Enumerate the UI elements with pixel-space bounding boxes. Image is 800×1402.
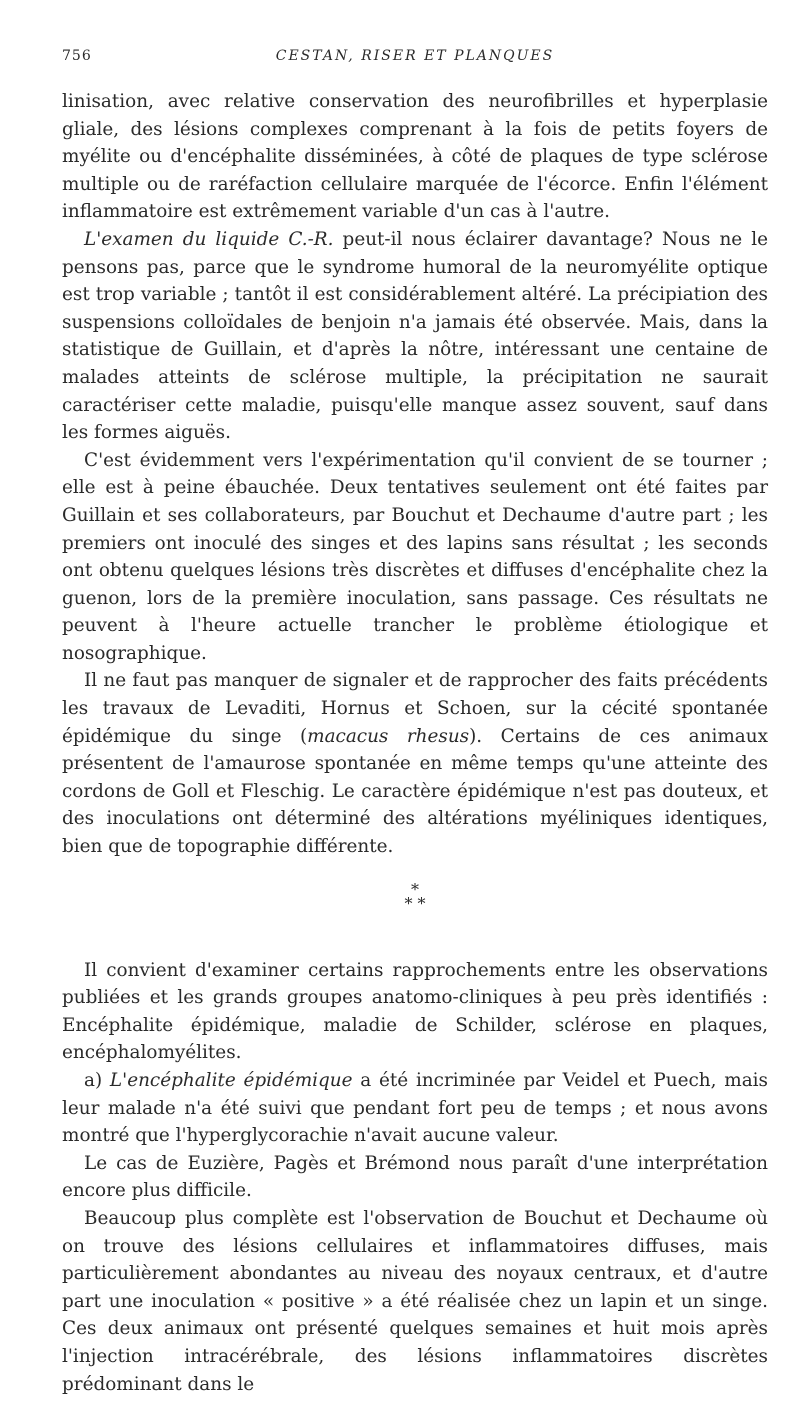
text-run: Il ne faut pas manquer de signaler et de rapprocher des faits précédents les travaux de Levaditi, Hornus et Schoen, sur la cécité spontanée épidémique du singe ( [62, 670, 768, 747]
paragraph [62, 88, 768, 226]
paragraph-group-bottom [62, 957, 768, 1399]
running-title: CESTAN, RISER ET PLANQUES [275, 48, 555, 64]
paragraph [62, 957, 768, 1067]
text-run: peut-il nous éclairer davantage? Nous ne le pensons pas, parce que le syndrome humoral de la neuromyélite optique est trop variable ; tantôt il est considérablement altéré. La précipiation des suspensions colloïdales de benjoin n'a jamais été observée. Mais, dans la statistique de Guillain, et d'après la nôtre, intéressant une centaine de malades atteints de sclérose multiple, la précipitation ne saurait caractériser cette maladie, puisqu'elle manque assez souvent, sauf dans les formes aiguës. [62, 228, 768, 444]
text-run: linisation, avec relative conservation des neurofibrilles et hyperplasie gliale, des lésions complexes comprenant à la fois de petits foyers de myélite ou d'encéphalite disséminées, à côté de plaques de type sclérose multiple ou de raréfaction cellulaire marquée de l'écorce. Enfin l'élément inflammatoire est extrêmement variable d'un cas à l'autre. [62, 91, 768, 223]
text-run: C'est évidemment vers l'expérimentation qu'il convient de se tourner ; elle est à peine ébauchée. Deux tentatives seulement ont été faites par Guillain et ses collaborateurs, par Bouchut et Dechaume d'autre part ; les premiers ont inoculé des singes et des lapins sans résultat ; les seconds ont obtenu quelques lésions très discrètes et diffuses d'encéphalite chez la guenon, lors de la première inoculation, sans passage. Ces résultats ne peuvent à l'heure actuelle trancher le problème étiologique et nosographique. [62, 449, 768, 664]
running-header [62, 48, 768, 72]
text-run: ). Certains de ces animaux présentent de l'amaurose spontanée en même temps qu'une atteinte des cordons de Goll et Fleschig. Le caractère épidémique n'est pas douteux, et des inoculations ont déterminé des altérations myéliniques identiques, bien que de topographie différente. [62, 725, 768, 858]
italic-text: L'encéphalite épidémique [109, 1070, 353, 1091]
text-run: Il convient d'examiner certains rapprochements entre les observations publiées et les grands groupes anatomo-cliniques à peu près identifiés : Encéphalite épidémique, maladie de Schilder, sclérose en plaques, encéphalomyélites. [62, 959, 768, 1064]
text-run: a) [84, 1070, 110, 1091]
paragraph [62, 1150, 768, 1205]
paragraph [62, 447, 768, 668]
paragraph-group-top [62, 88, 768, 861]
paragraph [62, 1205, 768, 1398]
asterism-bottom: * * [404, 893, 426, 913]
italic-text: macacus rhesus [307, 725, 470, 747]
page-number: 756 [62, 48, 92, 64]
paragraph [62, 226, 768, 447]
asterism-top: * [411, 879, 419, 899]
text-run: Beaucoup plus complète est l'observation de Bouchut et Dechaume où on trouve des lésions cellulaires et inflammatoires diffuses, mais particulièrement abondantes au niveau des noyaux centraux, et d'autre part une inoculation « positive » a été réalisée chez un lapin et un singe. Ces deux animaux ont présenté quelques semaines et huit mois après l'injection intracérébrale, des lésions inflammatoires discrètes prédominant dans le [62, 1207, 768, 1395]
text-run: Le cas de Euzière, Pagès et Brémond nous paraît d'une interprétation encore plus difficile. [62, 1152, 768, 1202]
paragraph [62, 1067, 768, 1150]
asterism [62, 879, 768, 913]
text-run: a été incriminée par Veidel et Puech, mais leur malade n'a été suivi que pendant fort peu de temps ; et nous avons montré que l'hyperglycorachie n'avait aucune valeur. [62, 1070, 768, 1147]
italic-text: L'examen du liquide C.-R. [84, 228, 334, 250]
body-text [62, 88, 768, 1398]
paragraph [62, 667, 768, 860]
